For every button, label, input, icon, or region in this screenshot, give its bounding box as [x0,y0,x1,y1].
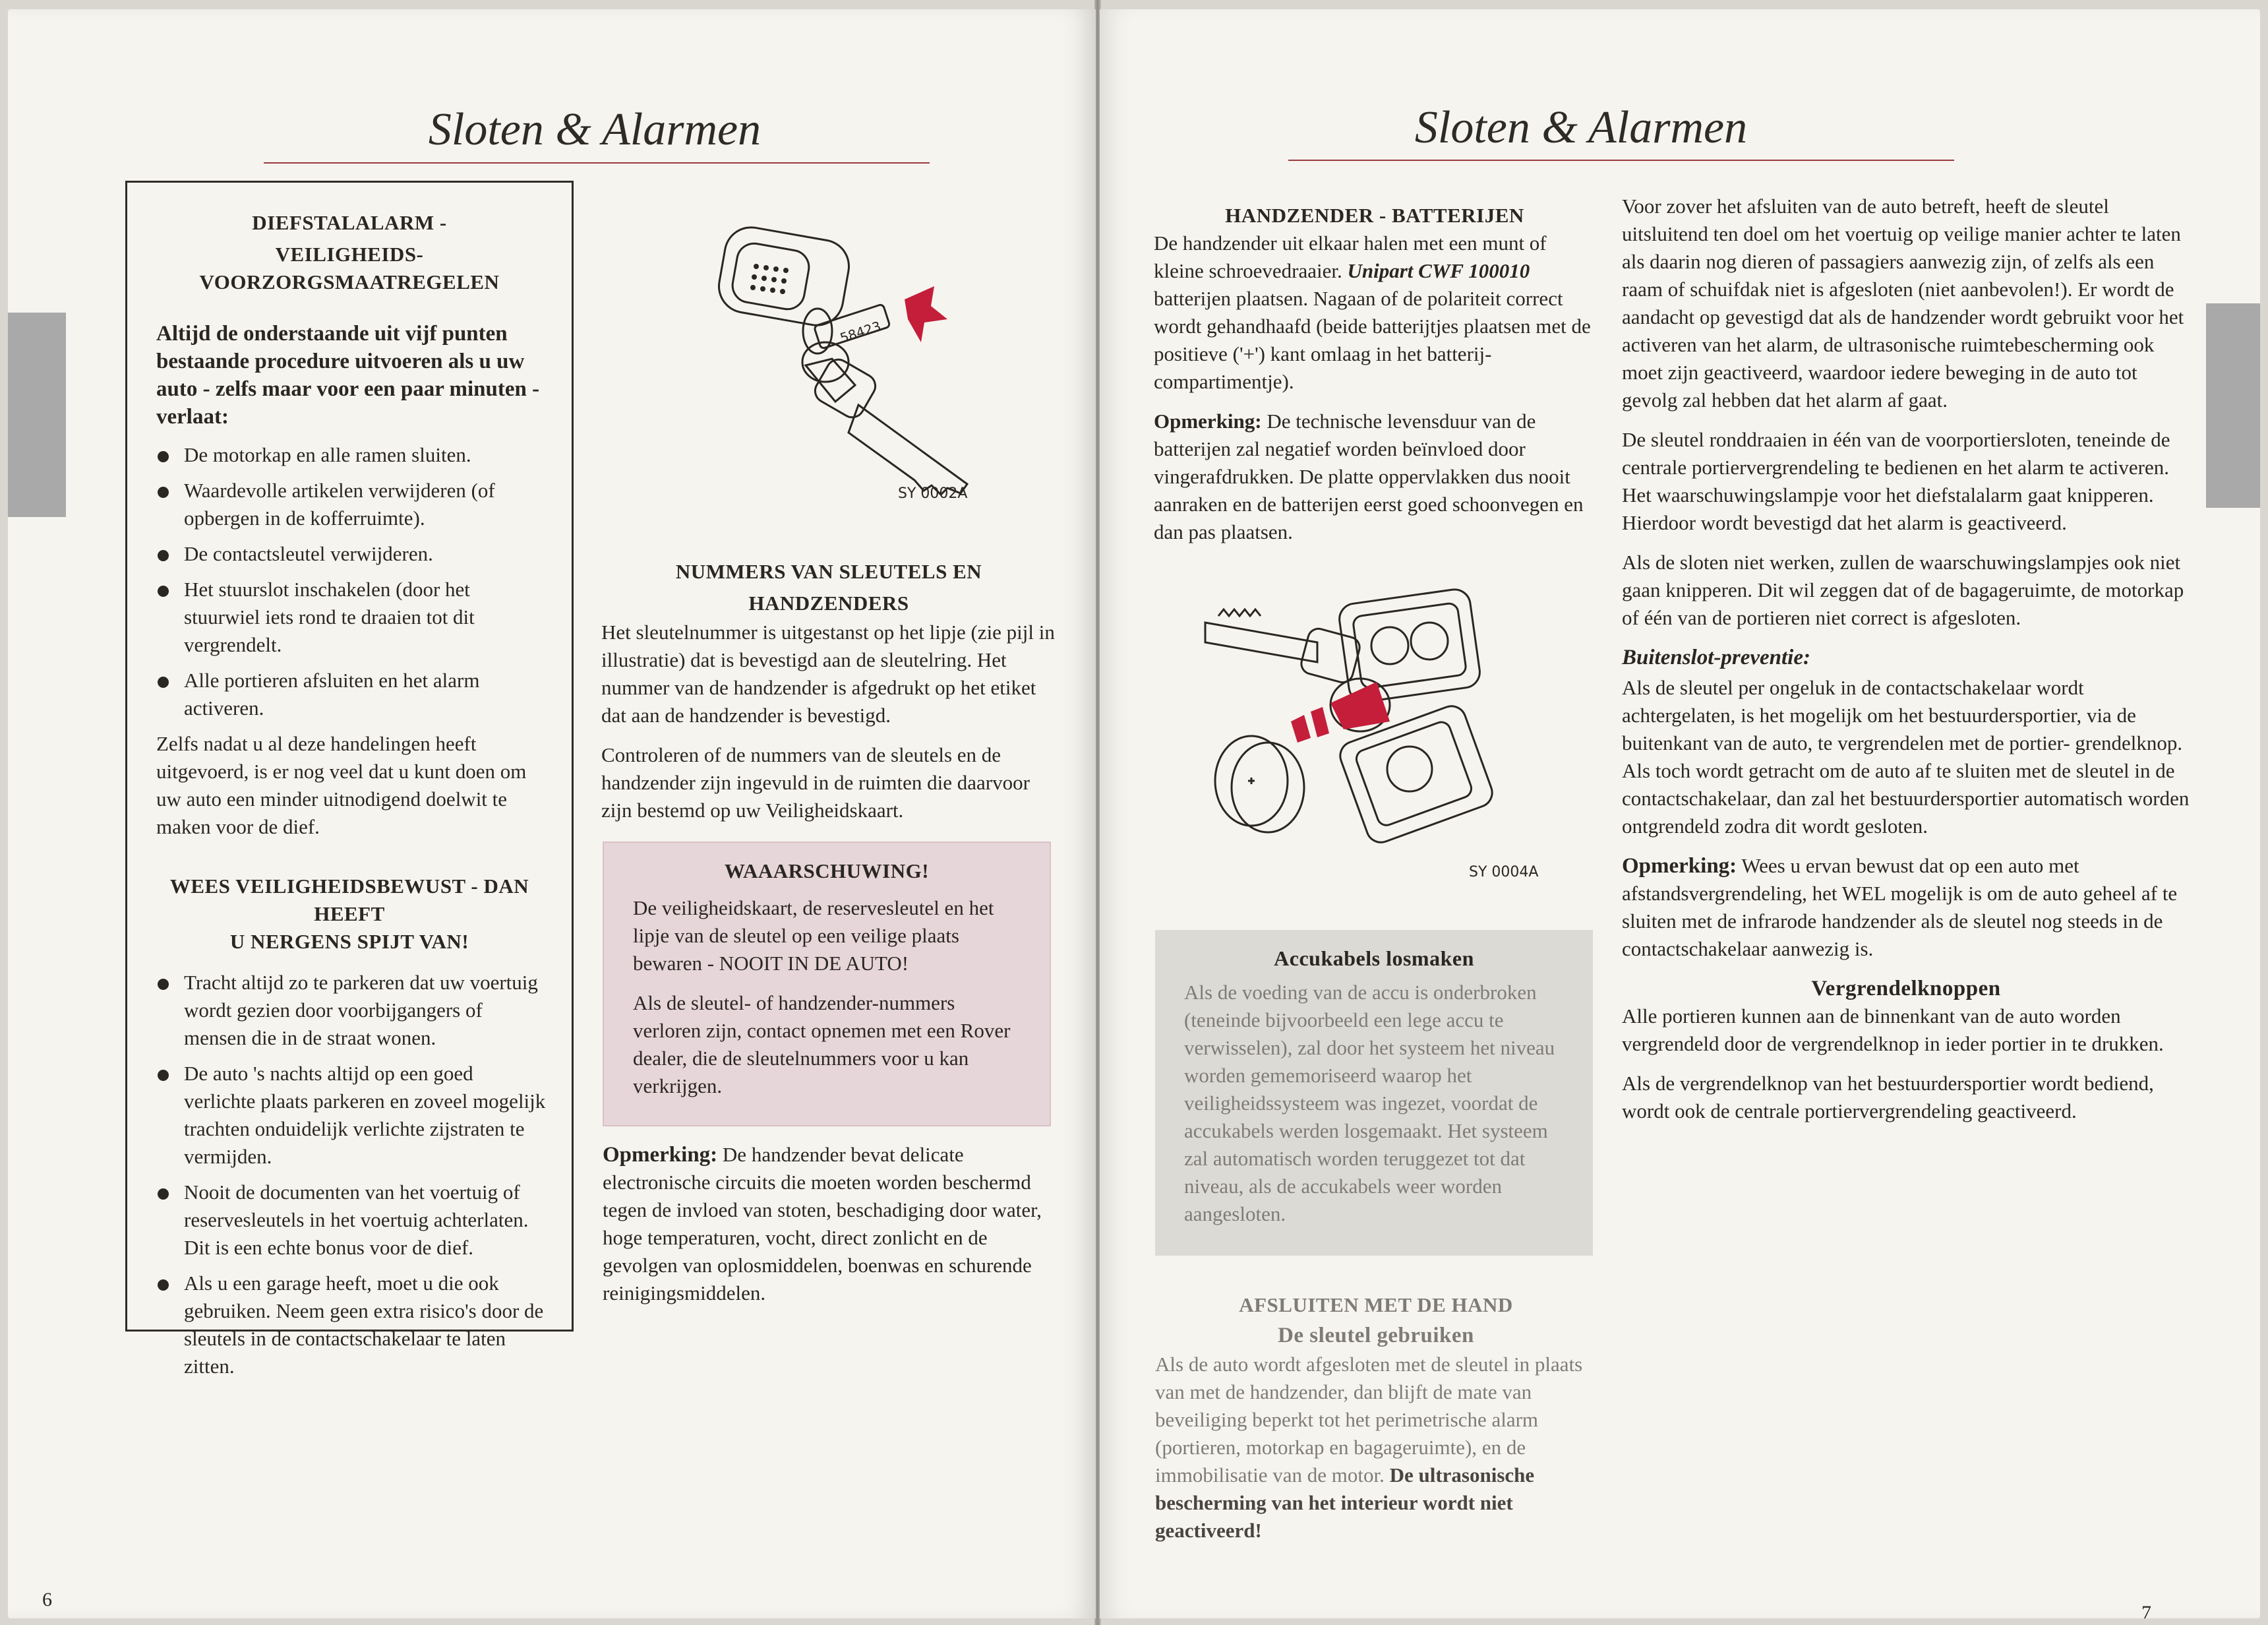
bullet-icon [158,1188,169,1200]
note-label: Opmerking: [603,1143,718,1167]
list-item: De contactsleutel verwijderen. [152,540,547,568]
title-rule [1288,160,1954,161]
note-label: Opmerking: [1154,410,1262,433]
list-item: Nooit de documenten van het voertuig of reservesleutels in het voertuig achterlaten. Dit is een echte bonus voor de dief. [152,1179,547,1262]
section-heading-line2: HANDZENDERS [748,592,909,615]
box-paragraph: Zelfs nadat u al deze handelingen heeft uitgevoerd, is er nog veel dat u kunt doen om uw auto een minder uitnodigend doelwit te maken voor de dief. [156,732,527,838]
theft-alarm-box [125,181,574,1378]
list-item: De auto 's nachts altijd op een goed verlichte plaats parkeren en zoveel mogelijk trachten onduidelijk verlichte zijstraten te vermijden. [152,1060,547,1171]
battery-heading: HANDZENDER - BATTERIJEN [1225,204,1524,227]
battery-part-number: Unipart CWF 100010 [1347,259,1530,282]
outside-lock-heading: Buitenslot-preventie: [1622,646,1810,669]
bullet-icon [158,1279,169,1291]
battery-replacement-illustration [1192,583,1561,867]
battery-cables-box [1155,930,1593,1256]
bullet-icon [158,586,169,597]
warning-para1: De veiligheidskaart, de reservesleutel en het lipje van de sleutel op een veilige plaats bewaren - NOOIT IN DE AUTO! [633,896,994,975]
bullet-icon [158,1070,169,1081]
bullet-icon [158,550,169,561]
figure-caption: SY 0004A [1469,864,1539,880]
note-section [603,1141,1058,1319]
page-title: Sloten & Alarmen [1414,102,1748,153]
bullet-icon [158,979,169,990]
page-number: 6 [42,1589,52,1610]
locking-para4: Als de sleutel per ongeluk in de contactschakelaar wordt achtergelaten, is het mogelijk om het bestuurdersportier, via de buitenkant van de auto, te vergrendelen met de portier- grendelknop. Als toch wordt getracht om de auto af te sluiten met de sleutel in de contactschakelaar, dan zal het bestuurdersportier automatisch worden ontgrendeld zodra dit wordt gesloten. [1622,676,2190,838]
locking-para5: Alle portieren kunnen aan de binnenkant van de auto worden vergrendeld door de vergrendelknop in ieder portier in te drukken. [1622,1004,2164,1055]
list-item: De motorkap en alle ramen sluiten. [152,441,547,469]
key-fob-illustration [707,214,997,504]
battery-section [1154,202,1596,558]
list-item: Als u een garage heeft, moet u die ook gebruiken. Neem geen extra risico's door de sleutels in de contactschakelaar te laten zitten. [152,1270,547,1380]
left-page [8,9,1096,1618]
key-numbers-para2: Controleren of de nummers van de sleutels en de handzender zijn ingevuld in de ruimten die daarvoor zijn bestemd op uw Veiligheidskaart. [601,743,1030,822]
box-heading2-line2: U NERGENS SPIJT VAN! [229,930,469,953]
section-heading-line1: NUMMERS VAN SLEUTELS EN [675,560,982,583]
locking-text-column [1622,193,2190,1137]
locking-para3: Als de sloten niet werken, zullen de waarschuwingslampjes ook niet gaan knipperen. Dit wil zeggen dat of de bagageruimte, de motorkap of één van de portieren niet correct is afgesloten. [1622,551,2184,629]
locking-para6: Als de vergrendelknop van het bestuurdersportier wordt bediend, wordt ook de centrale portiervergrendeling geactiveerd. [1622,1072,2154,1122]
warning-para2: Als de sleutel- of handzender-nummers verloren zijn, contact opnemen met een Rover dealer, die de sleutelnummers voor u kan verkrijgen. [633,991,1011,1097]
key-numbers-section [601,558,1056,836]
note-text: De handzender bevat delicate electronische circuits die moeten worden beschermd tegen de invloed van stoten, beschadiging door water, hoge temperaturen, vocht, direct zonlicht en de gevolgen van oplosmiddelen, boenwas en schurende reinigingsmiddelen. [603,1143,1042,1304]
box-heading-line1: DIEFSTALALARM - [252,211,447,234]
list-item: Alle portieren afsluiten en het alarm activeren. [152,667,547,722]
battery-paragraph: De handzender uit elkaar halen met een munt of kleine schroevedraaier. Unipart CWF 100010 batterijen plaatsen. Nagaan of de polariteit correct wordt gehandhaafd (beide batterijtjes plaatsen met de positieve ('+') kant omlaag in het batterij-compartimentje). [1154,231,1591,393]
manual-locking-subheading: De sleutel gebruiken [1278,1324,1474,1347]
lock-buttons-heading: Vergrendelknoppen [1811,977,2001,1000]
key-numbers-para1: Het sleutelnummer is uitgestanst op het lipje (zie pijl in illustratie) dat is bevestigd aan de sleutelring. Het nummer van de handzender is afgedrukt op het etiket dat aan de handzender is bevestigd. [601,621,1055,727]
locking-note: Opmerking: Wees u ervan bewust dat op een auto met afstandsvergrendeling, het WEL mogelijk is om de auto geheel af te sluiten met de infrarode handzender als de sleutel nog steeds in de contactschakelaar aanwezig is. [1622,854,2178,960]
manual-locking-text: Als de auto wordt afgesloten met de sleutel in plaats van met de handzender, dan blijft de mate van beveiliging beperkt tot het perimetrische alarm (portieren, motorkap en bagageruimte), en de immobilisatie van de motor. De ultrasonische bescherming van het interieur wordt niet geactiveerd! [1155,1353,1583,1542]
locking-para1: Voor zover het afsluiten van de auto betreft, heeft de sleutel uitsluitend ten doel om het voertuig op veilige manier achter te laten als daarin nog dieren of passagiers aanwezig zijn, of zelfs als een raam of schuifdak niet is afgesloten (niet aanbevolen!). Er wordt de aandacht op gevestigd dat als de handzender wordt gebruikt voor het activeren van het alarm, de ultrasonische ruimtebescherming ook moet zijn geactiveerd, waardoor iedere beweging in de auto tot gevolg zal hebben dat het alarm af gaat. [1622,195,2184,412]
section-tab [8,313,66,517]
bullet-icon [158,451,169,462]
battery-cables-title: Accukabels losmaken [1274,946,1474,970]
note-paragraph [603,1141,1058,1307]
manual-locking-section [1155,1291,1597,1556]
page-title: Sloten & Alarmen [428,104,761,155]
box-intro: Altijd de onderstaande uit vijf punten bestaande procedure uitvoeren als u uw auto - zelfs maar voor een paar minuten - verlaat: [156,322,540,429]
note-label: Opmerking: [1622,854,1737,878]
checklist [152,441,547,722]
battery-note: Opmerking: De technische levensduur van de batterijen zal negatief worden beïnvloed door vingerafdrukken. De platte oppervlakken dus nooit aanraken en de batterijen eerst goed schoonvegen en dan pas plaatsen. [1154,410,1584,543]
arrow-indicator-icon [905,286,947,342]
safety-tips-list [152,969,547,1380]
key-tag-number: 58423 [838,318,883,346]
bullet-icon [158,677,169,688]
bullet-icon [158,487,169,498]
box-heading2-line1: WEES VEILIGHEIDSBEWUST - DAN HEEFT [169,874,529,925]
warning-box [603,842,1051,1126]
section-tab [2206,303,2260,508]
list-item: Waardevolle artikelen verwijderen (of opbergen in de kofferruimte). [152,477,547,532]
battery-cables-text: Als de voeding van de accu is onderbroken (teneinde bijvoorbeeld een lege accu te verwisselen), zal door het systeem het niveau worden gememoriseerd waarop het veiligheidssysteem was ingezet, voordat de accukabels werden losgemaakt. Het systeem zal automatisch worden teruggezet tot dat niveau, als de accukabels weer worden aangesloten. [1184,981,1555,1225]
locking-para2: De sleutel ronddraaien in één van de voorportiersloten, teneinde de centrale portiervergrendeling te bedienen en het alarm te activeren. Het waarschuwingslampje voor het diefstalalarm gaat knipperen. Hierdoor wordt bevestigd dat het alarm is geactiveerd. [1622,428,2170,534]
warning-title: WAAARSCHUWING! [724,859,930,882]
manual-locking-heading: AFSLUITEN MET DE HAND [1239,1293,1513,1316]
page-number: 7 [2141,1602,2151,1618]
list-item: Tracht altijd zo te parkeren dat uw voertuig wordt gezien door voorbijgangers of mensen die in de straat wonen. [152,969,547,1052]
figure-caption: SY 0002A [898,485,968,502]
list-item: Het stuurslot inschakelen (door het stuurwiel iets rond te draaien tot dit vergrendelt. [152,576,547,659]
title-rule [264,162,930,164]
box-heading-line2: VEILIGHEIDS-VOORZORGSMAATREGELEN [199,243,500,293]
right-page [1100,9,2260,1618]
